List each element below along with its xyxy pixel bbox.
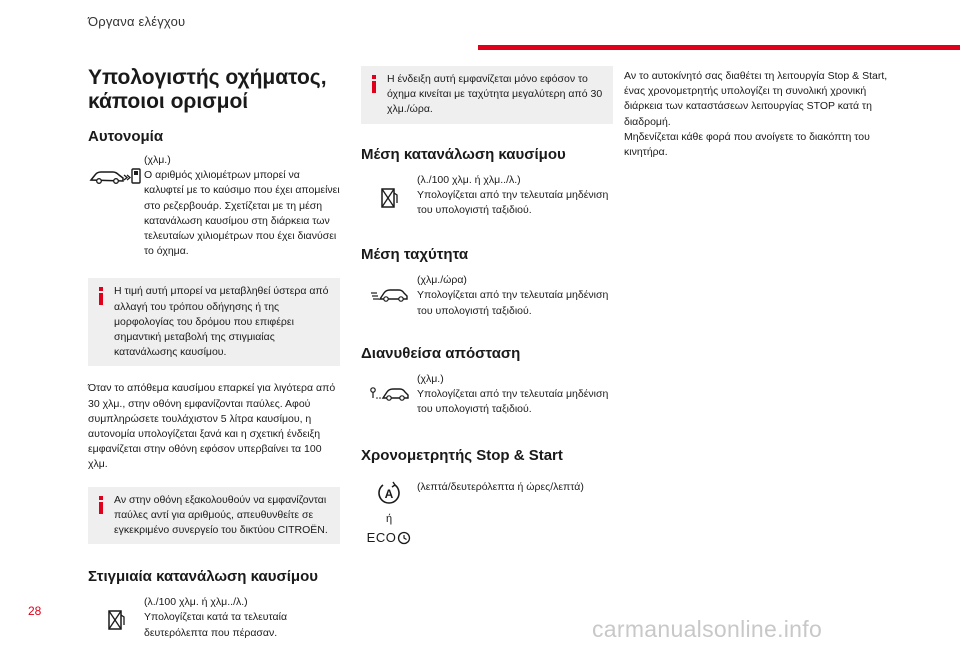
note2-text: Αν στην οθόνη εξακολουθούν να εμφανίζονται παύλες αντί για αριθμούς, απευθυνθείτε σε εγκεκριμένο συνεργείο του δικτύου CITROËN. bbox=[114, 493, 328, 537]
fuel-pump-icon bbox=[361, 173, 417, 219]
range-heading: Αυτονομία bbox=[88, 128, 164, 145]
or-label: ή bbox=[385, 513, 393, 526]
speed-car-icon bbox=[361, 273, 417, 319]
avg-consumption-unit: (λ./100 χλμ. ή χλμ../λ.) bbox=[417, 173, 521, 186]
page-number: 28 bbox=[28, 604, 42, 618]
header-accent-bar bbox=[478, 45, 960, 50]
fuel-pump-icon bbox=[88, 595, 144, 641]
range-unit: (χλμ.) bbox=[144, 154, 171, 166]
info-icon bbox=[369, 75, 379, 93]
note-speed-threshold bbox=[361, 66, 613, 124]
avg-speed-heading: Μέση ταχύτητα bbox=[361, 246, 469, 264]
note-range-variation bbox=[88, 278, 340, 366]
info-icon bbox=[96, 496, 106, 514]
instant-consumption-entry bbox=[88, 595, 340, 641]
range-entry bbox=[88, 153, 340, 259]
range-text: Ο αριθμός χιλιομέτρων μπορεί να καλυφτεί με το καύσιμο που έχει απομείνει στο ρεζερβουάρ. Σχετίζεται με τη μέση κατανάλωση καυσίμου στη διάρκεια των τελευταίων χιλιομέτρων που έχει διανύσει το όχημα. bbox=[144, 169, 340, 258]
stopstart-reset-note: Μηδενίζεται κάθε φορά που ανοίγετε το διακόπτη του κινητήρα. bbox=[624, 130, 870, 159]
watermark: carmanualsonline.info bbox=[592, 616, 823, 642]
instant-unit: (λ./100 χλμ. ή χλμ../λ.) bbox=[144, 596, 248, 609]
avg-speed-entry bbox=[361, 273, 613, 319]
range-car-fuel-icon bbox=[88, 153, 144, 259]
stopstart-heading: Χρονομετρητής Stop & Start bbox=[361, 447, 563, 465]
col2-note-text: Η ένδειξη αυτή εμφανίζεται μόνο εφόσον το όχημα κινείται με ταχύτητα μεγαλύτερη από 30 χλμ./ώρα. bbox=[387, 73, 603, 116]
distance-entry bbox=[361, 372, 613, 418]
avg-speed-unit: (χλμ./ώρα) bbox=[417, 274, 467, 287]
note1-text: Η τιμή αυτή μπορεί να μεταβληθεί ύστερα από αλλαγή του τρόπου οδήγησης ή της μορφολογίας του δρόμου που επιφέρει σημαντική μεταβολή της στιγμιαίας κατανάλωσης καυσίμου. bbox=[114, 285, 329, 359]
distance-car-icon bbox=[361, 372, 417, 418]
distance-heading: Διανυθείσα απόσταση bbox=[361, 344, 521, 362]
avg-speed-text: Υπολογίζεται από την τελευταία μηδένιση του υπολογιστή ταξιδιού. bbox=[417, 289, 609, 317]
stop-start-icon-group bbox=[361, 480, 417, 545]
eco-icon bbox=[367, 530, 412, 545]
section-header: Όργανα ελέγχου bbox=[88, 14, 186, 29]
instant-consumption-heading: Στιγμιαία κατανάλωση καυσίμου bbox=[88, 568, 318, 586]
eco-clock-icon bbox=[397, 531, 411, 545]
column-2 bbox=[361, 66, 613, 545]
distance-unit: (χλμ.) bbox=[417, 372, 444, 385]
range-paragraph: Όταν το απόθεμα καυσίμου επαρκεί για λιγότερα από 30 χλμ., στην οθόνη εμφανίζονται παύλες. Αφού συμπληρώσετε τουλάχιστον 5 λίτρα καυσίμου, η αυτονομία υπολογίζεται ξανά και η σχετική ένδειξη εμφανίζεται στην οθόνη εφόσον υπερβαίνει τα 100 χλμ. bbox=[88, 382, 336, 471]
distance-text: Υπολογίζεται από την τελευταία μηδένιση του υπολογιστή ταξιδιού. bbox=[417, 388, 609, 416]
avg-consumption-text: Υπολογίζεται από την τελευταία μηδένιση του υπολογιστή ταξιδιού. bbox=[417, 188, 609, 217]
stopstart-entry bbox=[361, 480, 613, 545]
instant-text: Υπολογίζεται κατά τα τελευταία δευτερόλεπτα που πέρασαν. bbox=[144, 611, 288, 639]
note-dashes bbox=[88, 487, 340, 545]
stop-start-icon bbox=[376, 480, 402, 506]
page-title: Υπολογιστής οχήματος, κάποιοι ορισμοί bbox=[88, 66, 327, 113]
svg-text:A: A bbox=[384, 487, 394, 502]
stopstart-unit: (λεπτά/δευτερόλεπτα ή ώρες/λεπτά) bbox=[417, 481, 584, 494]
info-icon bbox=[96, 287, 106, 305]
avg-consumption-entry bbox=[361, 173, 613, 219]
column-1 bbox=[88, 66, 340, 641]
stopstart-description: Αν το αυτοκίνητό σας διαθέτει τη λειτουργία Stop & Start, ένας χρονομετρητής υπολογίζει τη συνολική χρονική διάρκεια των καταστάσεων λειτουργίας STOP κατά τη διαδρομή. bbox=[624, 70, 888, 128]
eco-label: ECO bbox=[366, 530, 397, 546]
avg-consumption-heading: Μέση κατανάλωση καυσίμου bbox=[361, 145, 566, 163]
column-3 bbox=[624, 69, 894, 160]
